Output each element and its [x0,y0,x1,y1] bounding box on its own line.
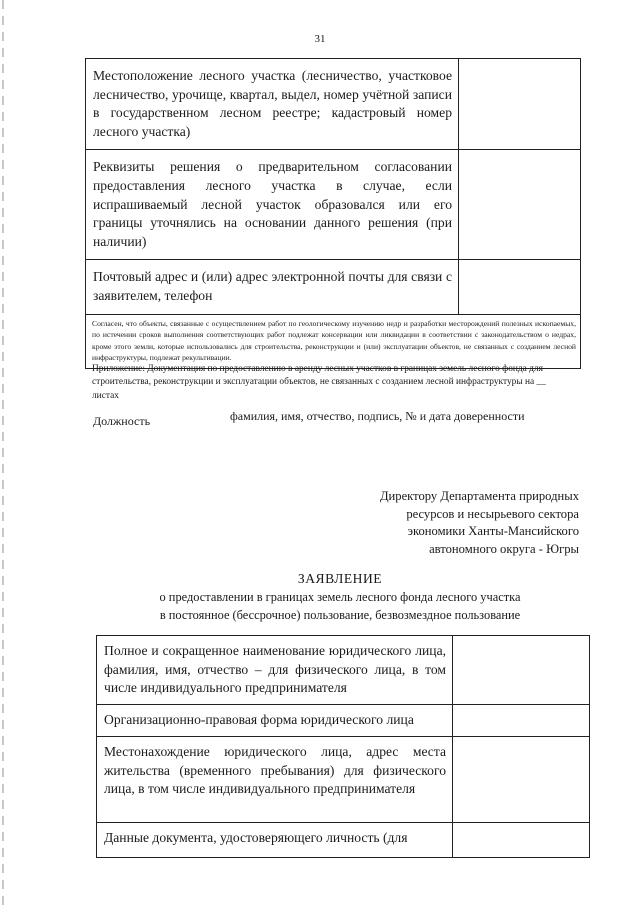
table-row [86,314,581,368]
top-form-table [85,58,581,369]
legal-address-value-cell[interactable] [453,737,590,823]
applicant-name-value-cell[interactable] [453,636,590,705]
attachment-note: Приложение: Документация по предоставлению в аренду лесных участков в границах земель лесного фонда для строительства, реконструкции и эксплуатации объектов, не связанных с созданием лесной инфраструктуры на __ листах [92,364,546,401]
addressee-block [380,488,579,558]
addressee-line: автономного округа - Югры [429,541,579,556]
legal-address-label: Местонахождение юридического лица, адрес места жительства (временного пребывания) для физического лица, в том числе индивидуального предпринимателя [97,737,453,823]
applicant-name-label: Полное и сокращенное наименование юридического лица, фамилия, имя, отчество – для физического лица, в том числе индивидуального предпринимателя [97,636,453,705]
table-row [97,636,590,705]
location-label: Местоположение лесного участка (лесничество, участковое лесничество, урочище, квартал, выдел, номер учётной записи в государственном лесном реестре; кадастровый номер лесного участка) [86,59,459,150]
table-row [86,150,581,260]
decision-details-label: Реквизиты решения о предварительном согласовании предоставления лесного участка в случае, если испрашиваемый лесной участок образовался или его границы уточнялись на основании данного решения (при наличии) [86,150,459,260]
table-row [86,59,581,150]
identity-document-label: Данные документа, удостоверяющего личность (для [97,823,453,858]
contact-address-value-cell[interactable] [459,260,581,314]
application-subtitle [0,589,640,624]
table-row [97,737,590,823]
signature-details-label: фамилия, имя, отчество, подпись, № и дата доверенности [230,409,525,423]
table-row [97,705,590,737]
subtitle-line: о предоставлении в границах земель лесного фонда лесного участка [159,590,521,604]
scan-edge-mark [2,0,4,905]
position-label: Должность [93,414,151,428]
addressee-line: Директору Департамента природных [379,489,579,503]
location-value-cell[interactable] [459,59,581,150]
table-row [97,823,590,858]
addressee-line: ресурсов и несырьевого сектора [406,506,579,521]
table-row [86,260,581,314]
consent-notice: Согласен, что объекты, связанные с осуществлением работ по геологическому изучению недр и разработки месторождений полезных ископаемых, по истечении сроков выполнения соответствующих работ подлежат консервации или ликвидации в соответствии с законодательством о недрах, кроме этого земли, которые использовались для строительства, реконструкции и (или) эксплуатации объектов, не связанных с созданием лесной инфраструктуры, подлежат рекультивации. [86,314,581,368]
legal-form-value-cell[interactable] [453,705,590,737]
identity-document-value-cell[interactable] [453,823,590,858]
subtitle-line: в постоянное (бессрочное) пользование, безвозмездное пользование [159,607,521,622]
contact-address-label: Почтовый адрес и (или) адрес электронной почты для связи с заявителем, телефон [86,260,459,314]
decision-details-value-cell[interactable] [459,150,581,260]
legal-form-label: Организационно-правовая форма юридического лица [97,705,453,737]
application-title: ЗАЯВЛЕНИЕ [297,571,383,586]
addressee-line: экономики Ханты-Мансийского [407,524,579,539]
page-number: 31 [314,33,326,45]
applicant-form-table [96,635,590,858]
